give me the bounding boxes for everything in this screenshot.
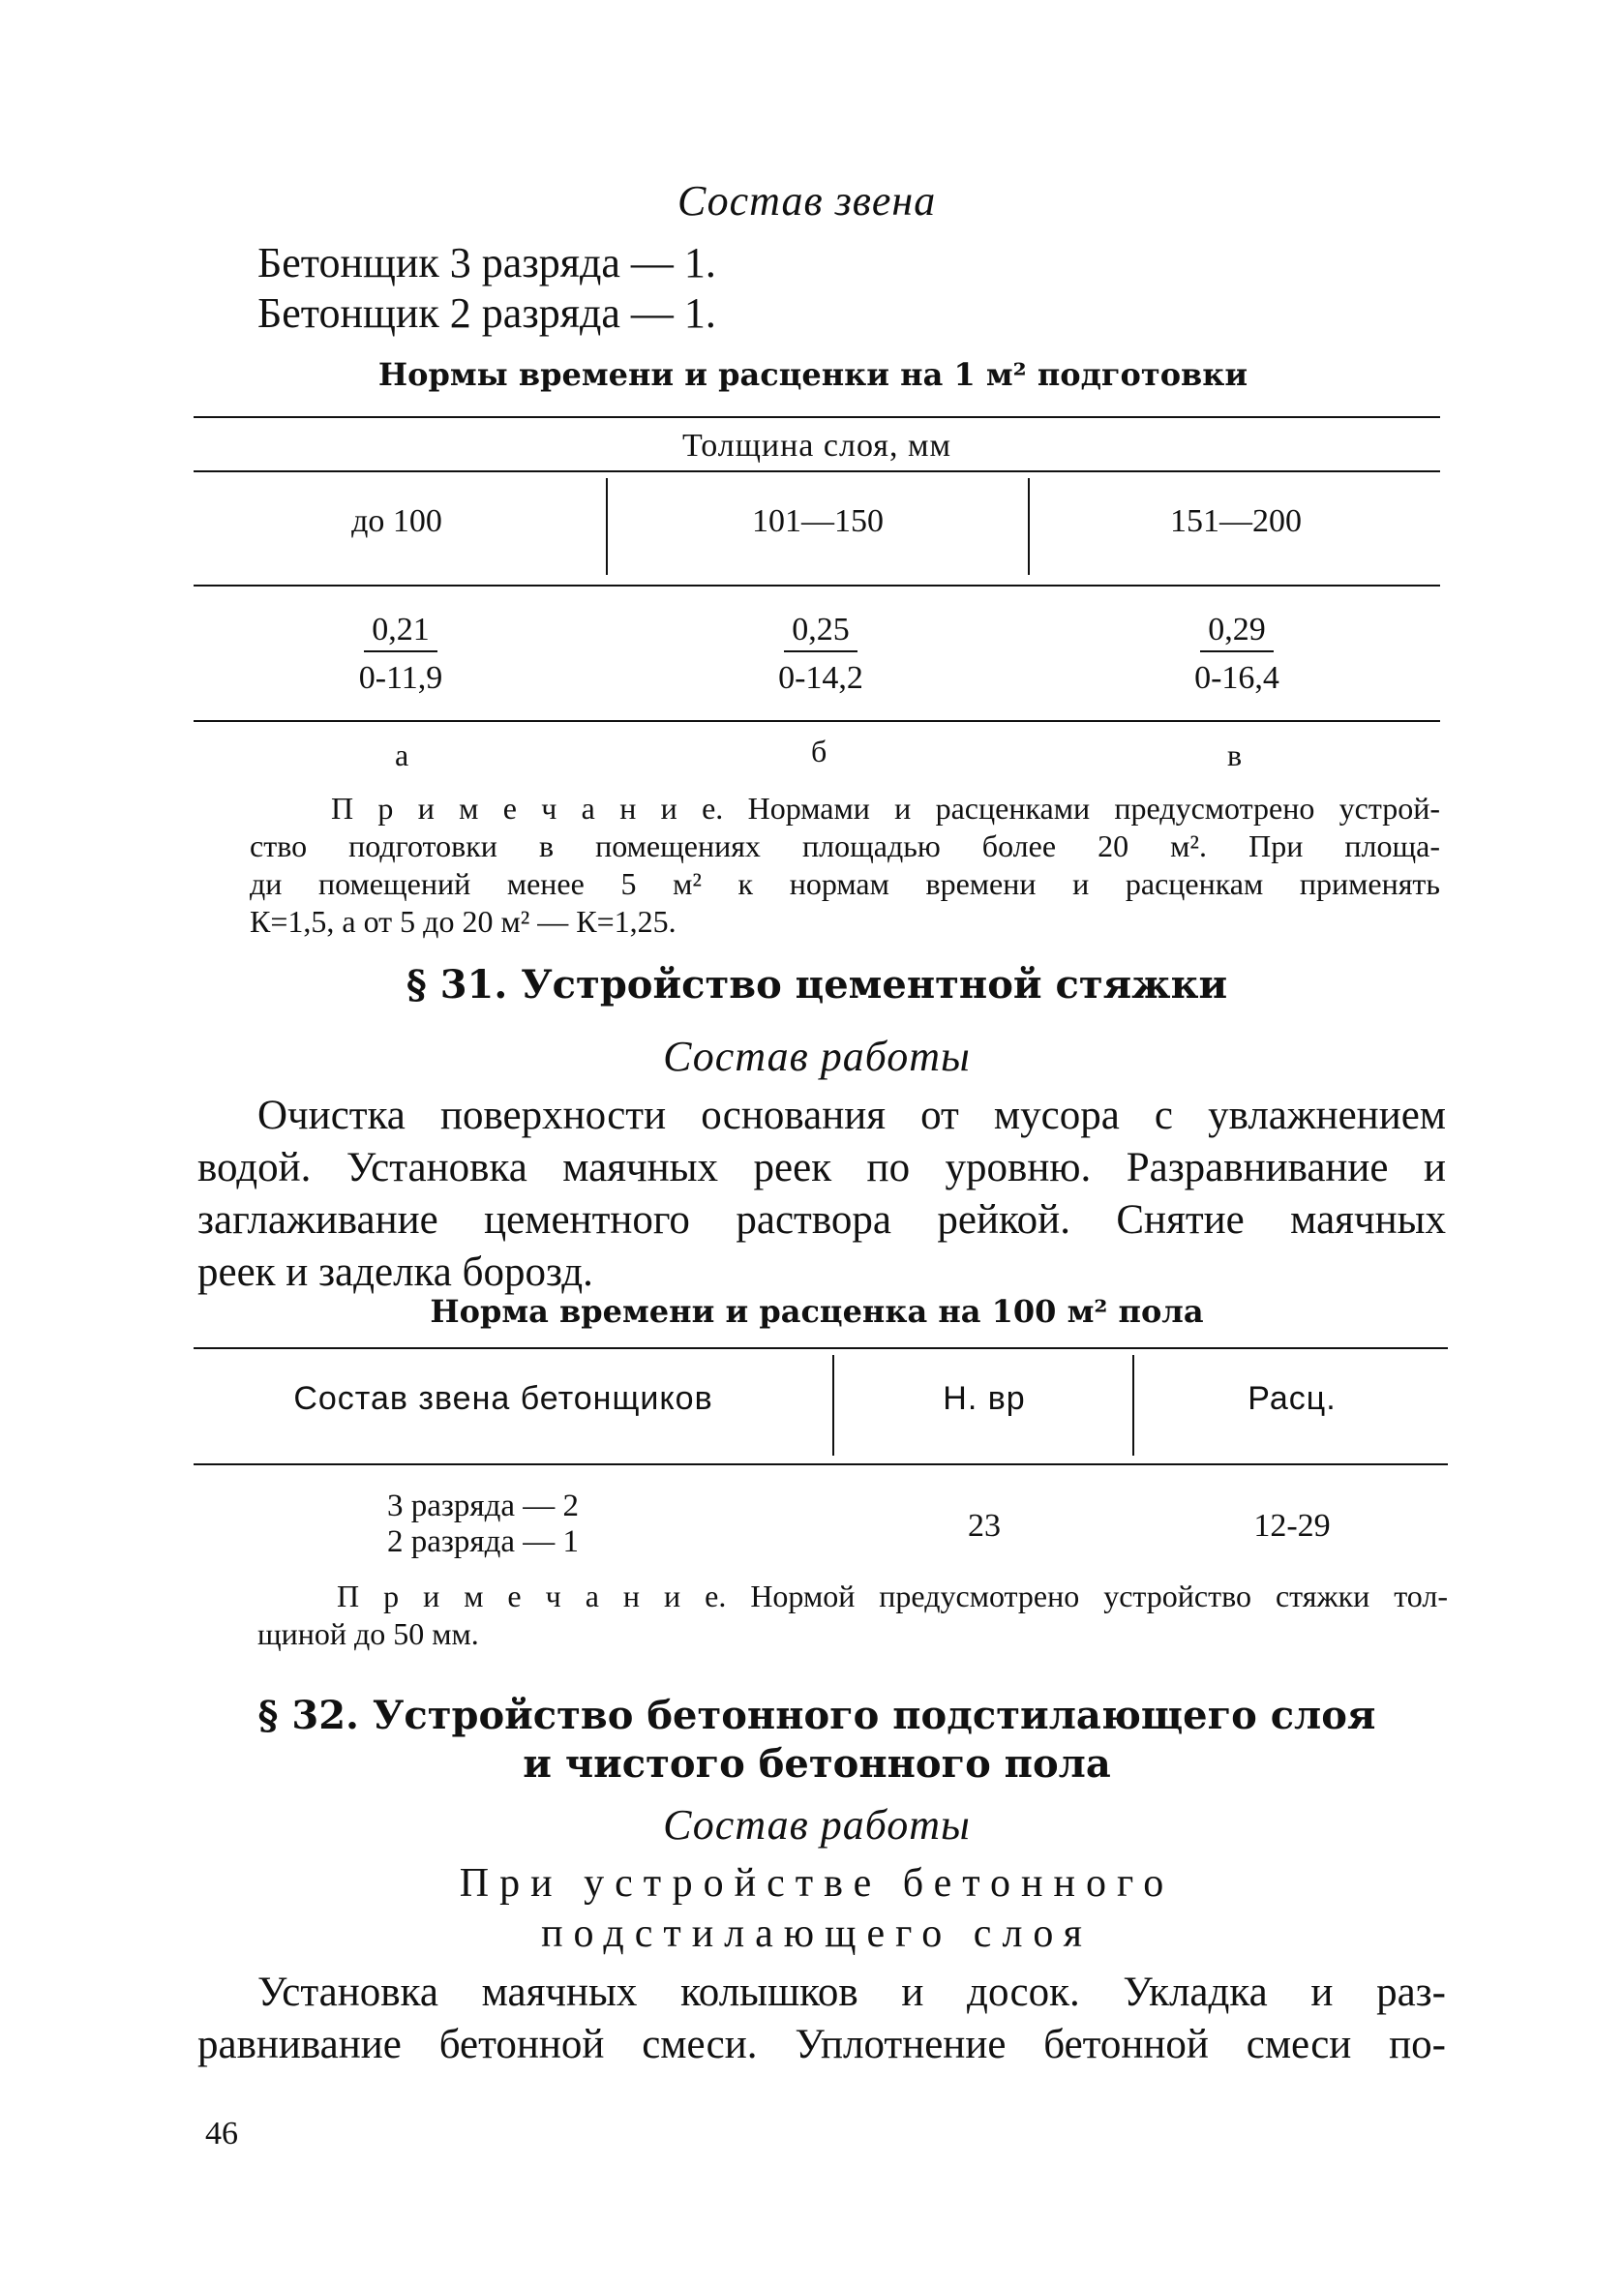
table1-body-rule [194,585,1440,587]
note2 [257,1578,1448,1653]
table1-col-divider-2 [1028,478,1030,575]
crew-line-2: Бетонщик 2 разряда — 1. [257,289,716,337]
table2-col-divider-1 [832,1355,834,1456]
table2-header-norm: Н. вр [943,1380,1026,1417]
note2-line-1: П р и м е ч а н и е. Нормой предусмотрено устройство стяжки тол- [337,1579,1448,1613]
table1-cell-b [753,612,888,697]
table1-cell-a [333,612,468,697]
section32-spaced-line-2: подстилающего слоя [541,1911,1093,1956]
note1-line-4: К=1,5, а от 5 до 20 м² — К=1,25. [250,904,677,939]
section32-spaced-heading [194,1858,1440,1959]
section32-body-line-2: равнивание бетонной смеси. Уплотнение бетонной смеси по- [197,2022,1446,2067]
section31-body-line-4: реек и заделка борозд. [197,1249,593,1295]
table1-label-a: а [395,737,409,772]
table1-price-b: 0-14,2 [778,660,863,696]
table1-price-a: 0-11,9 [358,660,443,696]
table2-crew-line-1: 3 разряда — 2 [387,1489,580,1523]
table2-col-divider-2 [1132,1355,1134,1456]
section32-body-line-1: Установка маячных колышков и досок. Укладка и раз- [257,1970,1446,2015]
section32-subtitle: Состав работы [663,1801,971,1849]
table1-col-header-3: 151—200 [1170,503,1302,539]
crew-heading: Состав звена [677,177,937,225]
table1-col-header-2: 101—150 [752,503,884,539]
table2-header-rule [194,1463,1448,1465]
table2-crew [387,1489,579,1560]
table1-label-b: б [811,734,827,768]
section32-title [194,1692,1440,1789]
section32-spaced-line-1: При устройстве бетонного [459,1861,1175,1906]
section31-title: § 31. Устройство цементной стяжки [406,962,1228,1008]
crew-line-1: Бетонщик 3 разряда — 1. [257,239,716,286]
section31-body-line-2: водой. Установка маячных реек по уровню. Разравнивание и [197,1145,1446,1190]
table1-col-divider-1 [606,478,608,575]
table1-top-rule [194,416,1440,418]
table2-caption: Норма времени и расценка на 100 м² пола [430,1293,1204,1330]
table1-col-header-1: до 100 [351,503,442,539]
note1 [250,790,1440,941]
section31-subtitle: Состав работы [663,1033,971,1080]
section32-body [197,1967,1446,2071]
table2-header-price: Расц. [1248,1380,1337,1417]
table1-bottom-rule [194,720,1440,722]
section31-body-line-3: заглаживание цементного раствора рейкой. Снятие маячных [197,1197,1446,1243]
section32-title-line-1: § 32. Устройство бетонного подстилающего слоя [257,1693,1376,1738]
table1-norm-b: 0,25 [784,612,857,652]
note1-line-3: ди помещений менее 5 м² к нормам времени и расценкам применять [250,866,1440,901]
section31-body-line-1: Очистка поверхности основания от мусора с увлажнением [257,1093,1446,1138]
section31-body [197,1090,1446,1299]
table2-top-rule [194,1347,1448,1349]
table1-cell-c [1169,612,1305,697]
table1-caption: Нормы времени и расценки на 1 м² подготовки [377,356,1248,393]
note1-line-1: П р и м е ч а н и е. Нормами и расценками предусмотрено устрой- [331,791,1440,826]
table1-norm-a: 0,21 [364,612,437,652]
table2-price: 12-29 [1253,1508,1331,1544]
table2-header-crew: Состав звена бетонщиков [293,1380,713,1417]
table1-span-header: Толщина слоя, мм [682,428,951,464]
note2-line-2: щиной до 50 мм. [257,1616,479,1651]
table2-norm: 23 [968,1508,1001,1544]
note1-line-2: ство подготовки в помещениях площадью более 20 м². При площа- [250,828,1440,863]
table1-norm-c: 0,29 [1200,612,1274,652]
page-number: 46 [205,2116,238,2152]
table1-header-rule [194,470,1440,472]
table2-crew-line-2: 2 разряда — 1 [387,1524,580,1559]
section32-title-line-2: и чистого бетонного пола [523,1741,1111,1787]
table1-label-c: в [1227,737,1243,772]
table1-price-c: 0-16,4 [1194,660,1279,696]
